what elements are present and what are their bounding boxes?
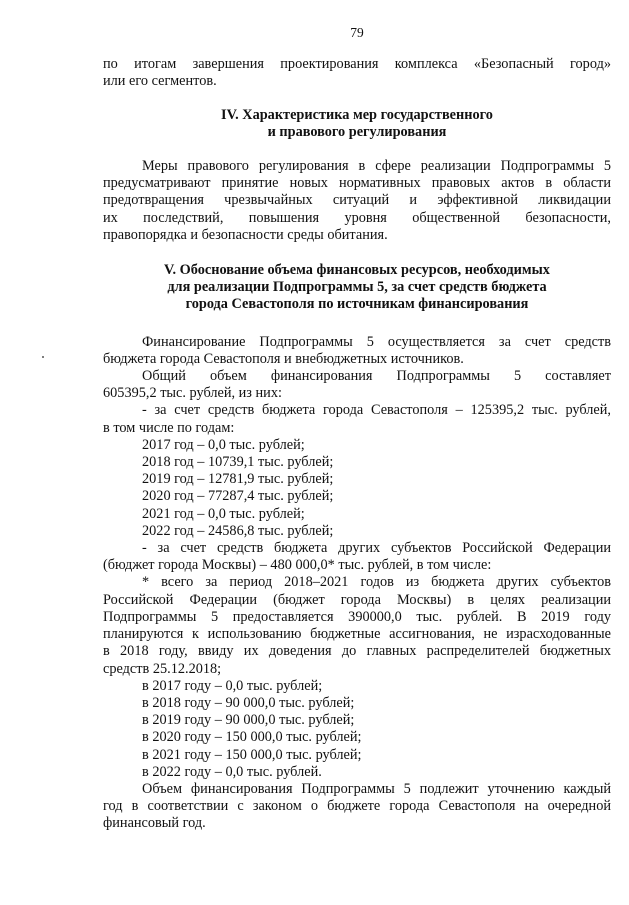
list-item: в 2020 году – 150 000,0 тыс. рублей; — [142, 729, 362, 746]
closing-paragraph — [103, 781, 611, 833]
section-4-paragraph — [103, 158, 611, 244]
other-subjects-paragraph — [103, 540, 611, 574]
list-item: 2021 год – 0,0 тыс. рублей; — [142, 505, 305, 522]
list-item: 2019 год – 12781,9 тыс. рублей; — [142, 471, 334, 488]
city-years-list — [103, 437, 611, 540]
section-5-heading-line-1: V. Обоснование объема финансовых ресурсов, необходимых — [164, 262, 550, 279]
section-4-line: предотвращения чрезвычайных ситуаций и эффективной ликвидации — [103, 192, 611, 209]
other-subjects-line: (бюджет города Москвы) – 480 000,0* тыс. рублей, в том числе: — [103, 557, 492, 574]
financing-paragraph — [103, 334, 611, 368]
city-budget-line: - за счет средств бюджета города Севастополя – 125395,2 тыс. рублей, — [142, 402, 611, 419]
list-item: в 2019 году – 90 000,0 тыс. рублей; — [142, 712, 355, 729]
total-paragraph — [103, 368, 611, 402]
total-line: Общий объем финансирования Подпрограммы 5 составляет — [142, 368, 611, 385]
financing-line: Финансирование Подпрограммы 5 осуществляется за счет средств — [142, 333, 611, 350]
section-5-heading-line-2: для реализации Подпрограммы 5, за счет средств бюджета — [167, 279, 547, 296]
section-4-line: предусматривают принятие новых нормативных правовых актов в области — [103, 175, 611, 192]
footnote-paragraph — [103, 574, 611, 677]
list-item: в 2021 году – 150 000,0 тыс. рублей; — [142, 746, 362, 763]
closing-line: год в соответствии с законом о бюджете города Севастополя на очередной — [103, 798, 611, 815]
list-item: 2020 год – 77287,4 тыс. рублей; — [142, 488, 334, 505]
closing-line: Объем финансирования Подпрограммы 5 подлежит уточнению каждый — [142, 780, 611, 797]
total-line: 605395,2 тыс. рублей, из них: — [103, 385, 282, 402]
intro-line-2: или его сегментов. — [103, 73, 217, 90]
city-budget-paragraph — [103, 402, 611, 436]
list-item: 2022 год – 24586,8 тыс. рублей; — [142, 522, 334, 539]
financing-line: бюджета города Севастополя и внебюджетных источников. — [103, 350, 464, 367]
list-item: в 2018 году – 90 000,0 тыс. рублей; — [142, 694, 355, 711]
footnote-line: средств 25.12.2018; — [103, 660, 222, 677]
list-item: 2018 год – 10739,1 тыс. рублей; — [142, 454, 334, 471]
list-item: в 2022 году – 0,0 тыс. рублей. — [142, 763, 322, 780]
footnote-line: Подпрограммы 5 предоставляется 390000,0 тыс. рублей. В 2019 году — [103, 608, 611, 625]
other-subjects-line: - за счет средств бюджета других субъектов Российской Федерации — [142, 540, 611, 557]
section-5-heading-line-3: города Севастополя по источникам финансирования — [185, 296, 529, 313]
moscow-years-list — [103, 678, 611, 781]
section-4-line: их последствий, повышения уровня общественной безопасности, — [103, 209, 611, 226]
section-4-line: Меры правового регулирования в сфере реализации Подпрограммы 5 — [142, 158, 611, 175]
city-budget-line: в том числе по годам: — [103, 419, 235, 436]
section-4-line: правопорядка и безопасности среды обитания. — [103, 226, 388, 243]
section-4-heading-line-1: IV. Характеристика мер государственного — [221, 106, 493, 123]
section-4-heading-line-2: и правового регулирования — [267, 123, 447, 140]
footnote-line: * всего за период 2018–2021 годов из бюджета других субъектов — [142, 574, 611, 591]
footnote-line: Российской Федерации (бюджет города Москвы) в целях реализации — [103, 591, 611, 608]
list-item: в 2017 году – 0,0 тыс. рублей; — [142, 677, 323, 694]
intro-line-1: по итогам завершения проектирования комплекса «Безопасный город» — [103, 56, 611, 73]
closing-line: финансовый год. — [103, 815, 206, 832]
footnote-line: планируются к использованию бюджетные ассигнования, не израсходованные — [103, 626, 611, 643]
footnote-line: в 2018 году, ввиду их доведения до главных распределителей бюджетных — [103, 643, 611, 660]
scan-dot-mark — [42, 356, 44, 358]
list-item: 2017 год – 0,0 тыс. рублей; — [142, 436, 305, 453]
page-number: 79 — [350, 25, 364, 40]
